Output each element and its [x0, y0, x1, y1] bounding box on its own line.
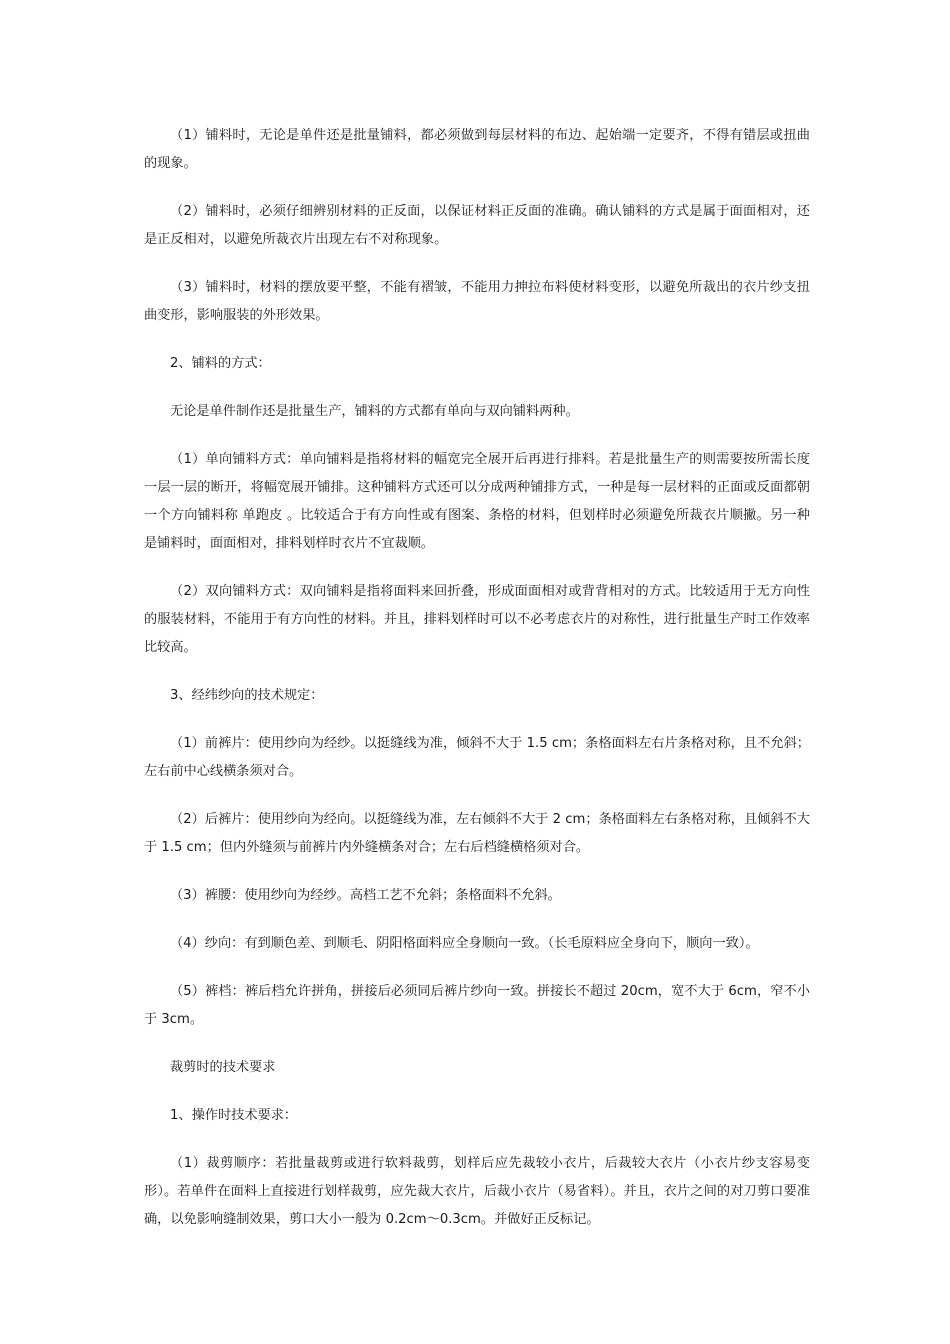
section-heading-cutting-requirements: 裁剪时的技术要求 — [170, 1060, 276, 1075]
paragraph-two-way-spreading: （2）双向铺料方式：双向铺料是指将面料来回折叠，形成面面相对或背背相对的方式。比较适用于无方向性的服装材料，不能用于有方向性的材料。并且，排料划样时可以不必考虑衣片的对称性，进行批量生产时工作效率比较高。 — [144, 584, 810, 655]
document-body — [144, 122, 810, 1254]
paragraph-spreading-intro: 无论是单件制作还是批量生产，铺料的方式都有单向与双向铺料两种。 — [170, 404, 579, 419]
paragraph-spreading-rule-2: （2）铺料时，必须仔细辨别材料的正反面，以保证材料正反面的准确。确认铺料的方式是属于面面相对，还是正反相对，以避免所裁衣片出现左右不对称现象。 — [144, 204, 810, 247]
paragraph-back-panel: （2）后裤片：使用纱向为经向。以挺缝线为准，左右倾斜不大于 2 cm；条格面料左右条格对称，且倾斜不大于 1.5 cm；但内外缝须与前裤片内外缝横条对合；左右后档缝横格须对合。 — [144, 812, 810, 855]
paragraph-grain-direction: （4）纱向：有到顺色差、到顺毛、阴阳格面料应全身顺向一致。（长毛原料应全身向下，顺向一致）。 — [170, 936, 759, 951]
paragraph-spreading-rule-3: （3）铺料时，材料的摆放要平整，不能有褶皱，不能用力抻拉布料使材料变形，以避免所裁出的衣片纱支扭曲变形，影响服装的外形效果。 — [144, 280, 810, 323]
section-heading-operation-requirements: 1、操作时技术要求： — [170, 1108, 298, 1123]
paragraph-crotch: （5）裤档：裤后档允许拼角，拼接后必须同后裤片纱向一致。拼接长不超过 20cm，宽不大于 6cm，窄不小于 3cm。 — [144, 984, 810, 1027]
paragraph-cutting-order: （1）裁剪顺序：若批量裁剪或进行软料裁剪，划样后应先裁较小衣片，后裁较大衣片（小衣片纱支容易变形）。若单件在面料上直接进行划样裁剪，应先裁大衣片，后裁小衣片（易省料）。并且，衣片之间的对刀剪口要准确，以免影响缝制效果，剪口大小一般为 0.2cm～0.3cm。并做好正反标记。 — [144, 1156, 810, 1227]
paragraph-front-panel: （1）前裤片：使用纱向为经纱。以挺缝线为准，倾斜不大于 1.5 cm；条格面料左右片条格对称，且不允斜；左右前中心线横条须对合。 — [144, 736, 810, 779]
paragraph-spreading-rule-1: （1）铺料时，无论是单件还是批量铺料，都必须做到每层材料的布边、起始端一定要齐，不得有错层或扭曲的现象。 — [144, 128, 810, 171]
section-heading-grain-rules: 3、经纬纱向的技术规定： — [170, 688, 324, 703]
paragraph-one-way-spreading: （1）单向铺料方式：单向铺料是指将材料的幅宽完全展开后再进行排料。若是批量生产的则需要按所需长度一层一层的断开，将幅宽展开铺排。这种铺料方式还可以分成两种铺排方式，一种是每一层材料的正面或反面都朝一个方向铺料称 单跑皮 。比较适合于有方向性或有图案、条格的材料，但划样时必须避免所裁衣片顺撇。另一种是铺料时，面面相对，排料划样时衣片不宜裁顺。 — [144, 452, 810, 551]
section-heading-spreading-methods: 2、铺料的方式： — [170, 356, 271, 371]
paragraph-waistband: （3）裤腰：使用纱向为经纱。高档工艺不允斜；条格面料不允斜。 — [170, 888, 561, 903]
